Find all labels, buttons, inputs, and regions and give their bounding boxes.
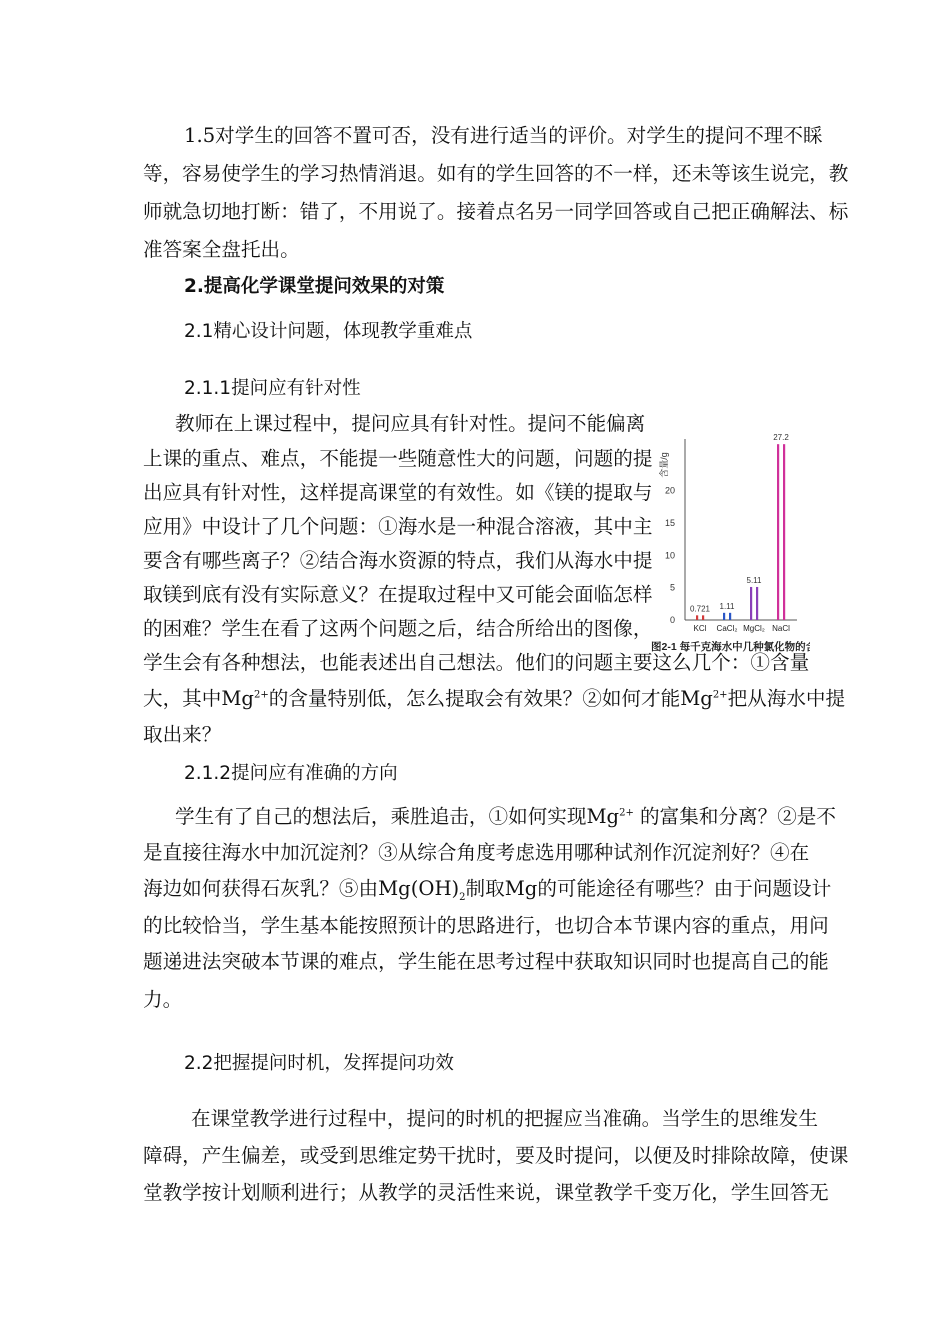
para-2-1-1-line-7: 的困难？学生在看了这两个问题之后，结合所给出的图像， [143,617,653,640]
bar-value-label: 1.11 [719,601,735,611]
bar-3 [750,587,752,620]
bar-3-edge [756,587,758,620]
y-tick-label: 15 [664,518,675,529]
bar-value-label: 5.11 [746,575,762,585]
bar-value-label: 27.2 [773,433,789,443]
para-2-1-1-line-1: 教师在上课过程中，提问应具有针对性。提问不能偏离 [175,412,646,435]
y-tick-label: 0 [669,615,675,625]
para-1-5-line-3: 师就急切地打断：错了，不用说了。接着点名另一同学回答或自己把正确解法、标 [143,200,849,223]
chart-caption: 图2-1 每千克海水中几种氯化物的含量 [651,641,810,653]
para-2-2-line-1: 在课堂教学进行过程中，提问的时机的把握应当准确。当学生的思维发生 [191,1107,818,1130]
para-2-1-2-line-4: 的比较恰当，学生基本能按照预计的思路进行，也切合本节课内容的重点，用问 [143,914,829,937]
superscript: 2+ [253,689,269,701]
para-2-1-2-line-1 [175,803,836,831]
para-2-1-1-line-5: 要含有哪些离子？②结合海水资源的特点，我们从海水中提 [143,549,653,572]
heading-2: 2.提高化学课堂提问效果的对策 [184,276,445,297]
superscript: 2+ [712,689,728,701]
para-2-1-1-full-line-2 [143,685,845,713]
text-segment: 把从海水中提 [727,687,846,710]
para-2-1-2-line-5: 题递进法突破本节课的难点，学生能在思考过程中获取知识同时也提高自己的能 [143,950,829,973]
para-2-2-line-3: 堂教学按计划顺利进行；从教学的灵活性来说，课堂教学千变万化，学生回答无 [143,1181,829,1204]
y-tick-label: 10 [664,550,675,561]
text-segment: 的富集和分离？②是不 [633,805,836,828]
text-segment: 大，其中Mg [143,687,254,710]
x-category-label: MgCl₂ [743,624,765,633]
bar-4-edge [783,444,785,620]
para-1-5-line-1: 1.5对学生的回答不置可否，没有进行适当的评价。对学生的提问不理不睬 [184,124,823,147]
heading-2-1: 2.1精心设计问题，体现教学重难点 [184,321,473,342]
bar-1 [696,615,698,620]
para-2-1-1-line-3: 出应具有针对性，这样提高课堂的有效性。如《镁的提取与 [143,481,653,504]
heading-2-1-2: 2.1.2提问应有准确的方向 [184,763,398,784]
bar-2 [723,613,725,620]
y-tick-label: 20 [664,485,675,496]
y-axis-label: 含量/g [659,452,669,478]
chart-svg [645,425,810,680]
bar-4 [777,444,779,620]
superscript: 2+ [619,807,634,819]
seawater-chloride-chart [645,425,810,680]
x-category-label: NaCl [772,624,790,633]
para-2-1-2-line-3 [143,875,831,903]
para-2-1-1-line-6: 取镁到底有没有实际意义？在提取过程中又可能会面临怎样 [143,583,653,606]
bar-value-label: 0.721 [689,604,711,614]
x-category-label: KCl [693,624,707,633]
para-2-2-line-2: 障碍，产生偏差，或受到思维定势干扰时，要及时提问，以便及时排除故障，使课 [143,1144,849,1167]
subscript: 2 [459,891,466,903]
x-category-label: CaCl₂ [716,624,738,633]
text-segment: 制取Mg的可能途径有哪些？由于问题设计 [465,877,832,900]
para-2-1-1-line-4: 应用》中设计了几个问题：①海水是一种混合溶液，其中主 [143,515,653,538]
heading-2-1-1: 2.1.1提问应有针对性 [184,378,361,399]
para-1-5-line-4: 准答案全盘托出。 [143,238,300,261]
bar-1-edge [702,615,704,620]
text-segment: 学生有了自己的想法后，乘胜追击，①如何实现Mg [175,805,620,828]
para-2-1-2-line-6: 力。 [143,988,183,1011]
para-1-5-line-2: 等，容易使学生的学习热情消退。如有的学生回答的不一样，还未等该生说完，教 [143,162,849,185]
heading-2-2: 2.2把握提问时机，发挥提问功效 [184,1053,454,1074]
para-2-1-1-line-2: 上课的重点、难点，不能提一些随意性大的问题，问题的提 [143,447,653,470]
text-segment: 海边如何获得石灰乳？⑤由Mg(OH) [143,877,460,900]
bar-2-edge [729,613,731,620]
text-segment: 的含量特别低，怎么提取会有效果？②如何才能Mg [268,687,713,710]
para-2-1-1-full-line-3: 取出来？ [143,723,222,746]
y-tick-label: 5 [669,582,675,593]
para-2-1-1-full-line-1: 学生会有各种想法，也能表述出自己想法。他们的问题主要这么几个：①含量 [143,651,810,674]
para-2-1-2-line-2: 是直接往海水中加沉淀剂？③从综合角度考虑选用哪种试剂作沉淀剂好？④在 [143,841,810,864]
